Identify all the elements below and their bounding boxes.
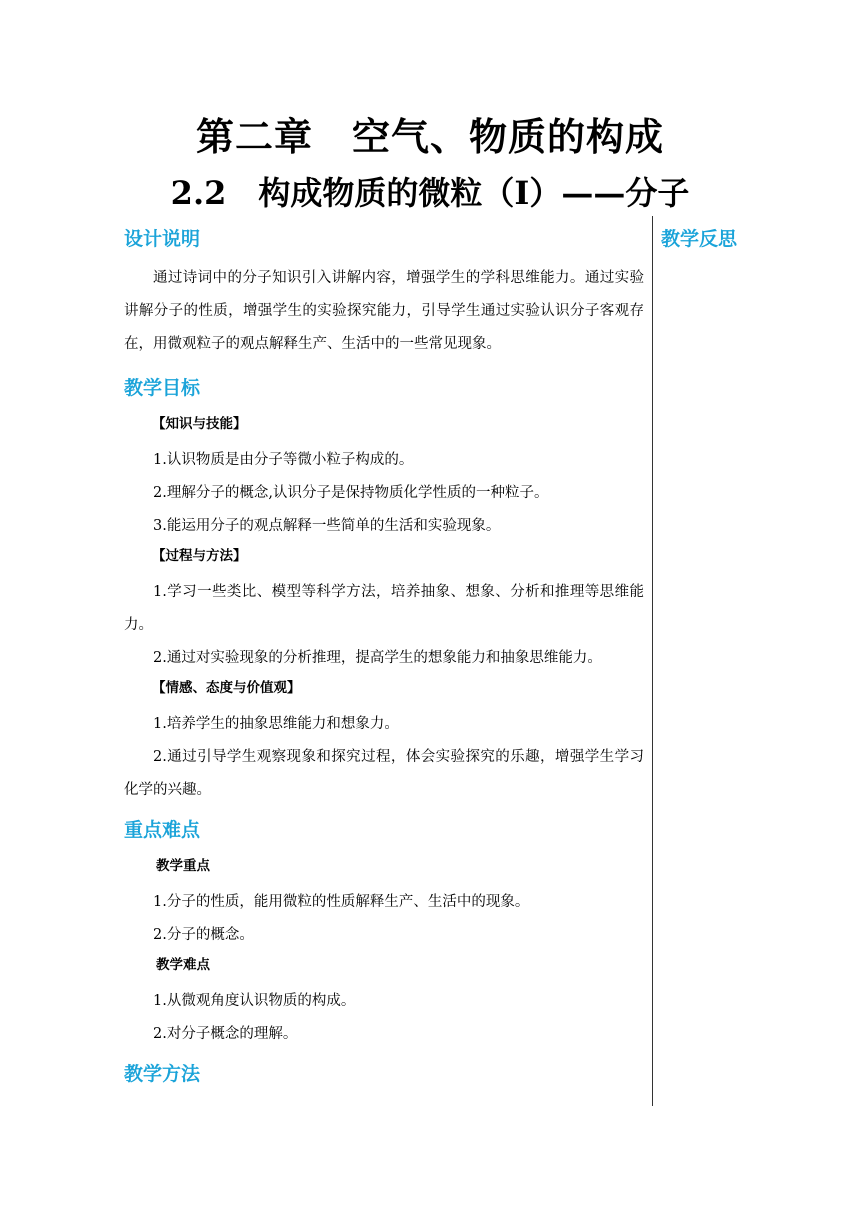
goal-item: 1.认识物质是由分子等微小粒子构成的。 [153,452,414,468]
goal-group-title: 【过程与方法】 [152,548,247,564]
keypoints-heading: 重点难点 [124,819,201,841]
keypoint-item: 2.分子的概念。 [153,927,254,943]
goal-item: 3.能运用分子的观点解释一些简单的生活和实验现象。 [153,518,501,534]
goal-item: 1.培养学生的抽象思维能力和想象力。 [153,716,399,732]
section-title: 2.2 构成物质的微粒（Ⅰ）——分子 [170,174,690,212]
goals-heading: 教学目标 [124,377,201,399]
goal-item: 2.通过引导学生观察现象和探究过程，体会实验探究的乐趣，增强学生学习化学的兴趣。 [124,749,644,798]
reflection-column [661,222,841,256]
design-heading: 设计说明 [124,228,201,250]
design-text: 通过诗词中的分子知识引入讲解内容，增强学生的学科思维能力。通过实验讲解分子的性质，增强学生的实验探究能力，引导学生通过实验认识分子客观存在，用微观粒子的观点解释生产、生活中的一些常见现象。 [124,270,644,352]
reflection-heading: 教学反思 [661,228,738,250]
goal-item: 2.通过对实验现象的分析推理，提高学生的想象能力和抽象思维能力。 [153,650,602,666]
keypoint-group-title: 教学重点 [156,858,210,874]
chapter-title: 第二章 空气、物质的构成 [195,114,664,159]
goal-item: 2.理解分子的概念,认识分子是保持物质化学性质的一种粒子。 [153,485,549,501]
keypoint-item: 1.从微观角度认识物质的构成。 [153,993,356,1009]
keypoint-item: 2.对分子概念的理解。 [153,1026,298,1042]
methods-heading: 教学方法 [124,1063,201,1085]
keypoint-item: 1.分子的性质，能用微粒的性质解释生产、生活中的现象。 [153,894,530,910]
main-column [124,222,644,1091]
goal-item: 1.学习一些类比、模型等科学方法，培养抽象、想象、分析和推理等思维能力。 [124,584,644,633]
column-divider [652,216,653,1106]
goal-group-title: 【知识与技能】 [152,416,247,432]
keypoint-group-title: 教学难点 [156,957,210,973]
goal-group-title: 【情感、态度与价值观】 [152,680,301,696]
